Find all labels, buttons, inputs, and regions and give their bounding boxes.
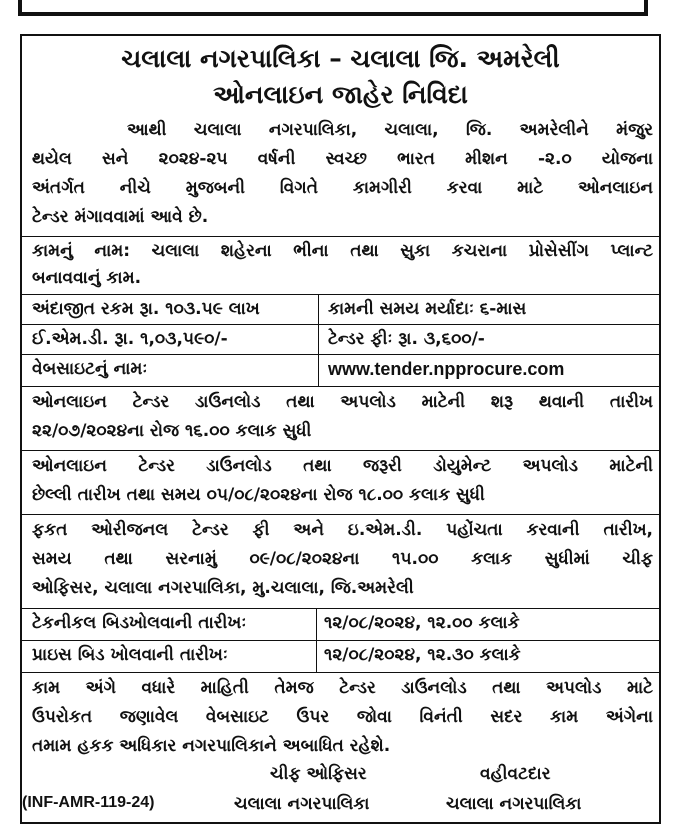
notice-title: ચલાલા નગરપાલિકા – ચલાલા જિ. અમરેલી [121,44,560,73]
previous-notice-box [18,0,648,16]
work-name-block [32,238,653,292]
original-submission-line: ઓફિસર, ચલાલા નગરપાલિકા, મુ.ચલાલા, જિ.અમરેલી [32,578,414,598]
divider [22,324,659,325]
original-submission-block [32,516,653,603]
tender-notice [20,34,661,824]
intro-line: આથી ચલાલા નગરપાલિકા, ચલાલા, જિ. અમરેલીને મંજુર [127,120,653,140]
work-name-line: બનાવવાનું કામ. [32,268,142,288]
divider [22,386,659,387]
start-date-line: ૨૨/૦૭/૨૦૨૪ના રોજ ૧૬.૦૦ કલાક સુધી [32,421,312,441]
notice-reference: (INF-AMR-119-24) [22,794,155,811]
intro-line: થયેલ સને ૨૦૨૪-૨૫ વર્ષની સ્વચ્છ ભારત મીશન -૨.૦ યોજના [32,149,653,169]
divider [22,236,659,237]
notice-subtitle: ઓનલાઇન જાહેર નિવિદા [213,80,468,109]
administrator-org: ચલાલા નગરપાલિકા [446,794,582,814]
original-submission-line: ફકત ઓરીજનલ ટેન્ડર ફી અને ઇ.એમ.ડી. પહોંચતા કરવાની તારીખ, [32,520,653,540]
technical-bid-label: ટેકનીકલ બિડખોલવાની તારીખઃ [32,613,247,633]
divider [22,672,659,673]
start-date-block [32,388,653,446]
start-date-line: ઓનલાઇન ટેન્ડર ડાઉનલોડ તથા અપલોડ માટેની શરૂ થવાની તારીખ [32,392,653,412]
column-divider [318,294,319,386]
footer-note-line: તમામ હકક અધિકાર નગરપાલિકાને અબાધિત રહેશે. [32,736,391,756]
column-divider [316,608,317,672]
last-date-line: છેલ્લી તારીખ તથા સમય ૦૫/૦૮/૨૦૨૪ના રોજ ૧૮.૦૦ કલાક સુધી [32,485,485,505]
time-limit: કામની સમય મર્યાદાઃ ૬-માસ [328,299,527,319]
original-submission-line: સમય તથા સરનામું ૦૯/૦૮/૨૦૨૪ના ૧૫.૦૦ કલાક સુધીમાં ચીફ [32,549,653,569]
last-date-block [32,452,653,510]
administrator-title: વહીવટદાર [480,764,551,784]
tender-fee: ટેન્ડર ફીઃ રૂા. ૩,૬૦૦/- [328,329,485,349]
last-date-line: ઓનલાઇન ટેન્ડર ડાઉનલોડ તથા જરૂરી ડોયુમેન્ટ અપલોડ માટેની [32,456,653,476]
divider [22,640,659,641]
divider [22,450,659,451]
website-url: www.tender.npprocure.com [328,359,565,379]
divider [22,514,659,515]
footer-note-line: ઉપરોકત જણાવેલ વેબસાઇટ ઉપર જોવા વિનંતી સદર કામ અંગેના [32,707,653,727]
divider [22,608,659,609]
price-bid-date: ૧૨/૦૮/૨૦૨૪, ૧૨.૩૦ કલાકે [324,645,521,665]
chief-officer-org: ચલાલા નગરપાલિકા [234,794,370,814]
divider [22,354,659,355]
technical-bid-date: ૧૨/૦૮/૨૦૨૪, ૧૨.૦૦ કલાકે [324,613,520,633]
emd-amount: ઈ.એમ.ડી. રૂા. ૧,૦૩,૫૯૦/- [32,329,228,349]
footer-note-block [32,674,653,761]
intro-line: ટેન્ડર મંગાવવામાં આવે છે. [32,207,209,227]
intro-paragraph [32,116,653,232]
footer-note-line: કામ અંગે વધારે માહિતી તેમજ ટેન્ડર ડાઉનલોડ તથા અપલોડ માટે [32,678,653,698]
intro-line: અંતર્ગત નીચે મુજબની વિગતે કામગીરી કરવા માટે ઓનલાઇન [32,178,653,198]
divider [22,294,659,295]
work-name-line: કામનું નામ: ચલાલા શહેરના ભીના તથા સુકા કચરાના પ્રોસેસીંગ પ્લાન્ટ [32,241,653,261]
chief-officer-title: ચીફ ઓફિસર [270,764,367,784]
estimated-amount: અંદાજીત રકમ રૂા. ૧૦૩.૫૯ લાખ [32,299,260,319]
website-label: વેબસાઇટનું નામઃ [32,359,148,379]
price-bid-label: પ્રાઇસ બિડ ખોલવાની તારીખઃ [32,645,228,665]
